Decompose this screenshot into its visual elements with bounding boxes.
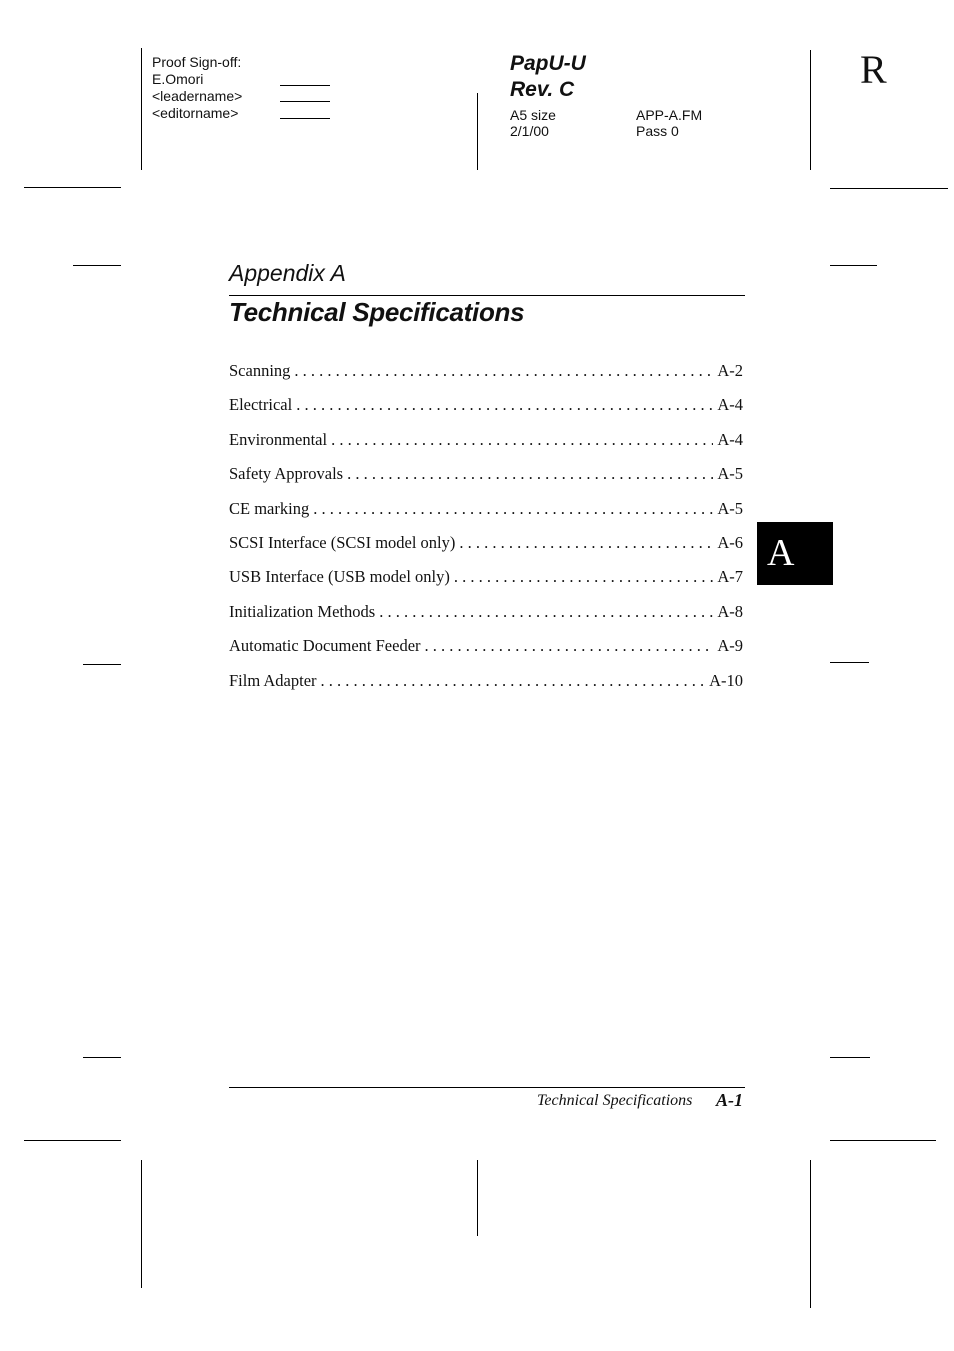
toc-entry[interactable] — [229, 392, 743, 426]
signoff-name: <leadername> — [152, 88, 243, 104]
toc-entry-title: Safety Approvals — [229, 464, 344, 484]
meta-date: 2/1/00 — [510, 123, 549, 139]
crop-mark — [73, 265, 121, 266]
toc-entry-page: A-7 — [717, 567, 743, 587]
toc-entry[interactable] — [229, 427, 743, 461]
product-name: PapU-U — [510, 52, 586, 75]
crop-mark — [830, 265, 877, 266]
signoff-name: E.Omori — [152, 71, 204, 87]
toc-entry-title: CE marking — [229, 498, 310, 518]
toc-entry-page: A-10 — [709, 670, 743, 690]
toc-entry[interactable] — [229, 564, 743, 598]
toc-entry-title: Initialization Methods — [229, 601, 376, 621]
crop-mark — [830, 1140, 936, 1141]
crop-mark — [24, 187, 121, 188]
toc-entry-page: A-4 — [717, 429, 743, 449]
signoff-name: <editorname> — [152, 105, 239, 121]
product-revision — [510, 51, 586, 103]
toc-leader-dots — [347, 461, 713, 487]
meta-size: A5 size — [510, 107, 556, 123]
toc-entry-page: A-2 — [717, 361, 743, 380]
crop-mark — [810, 50, 811, 170]
meta-pass: Pass 0 — [636, 123, 679, 139]
footer-rule — [229, 1087, 745, 1088]
signoff-blank-line — [280, 118, 330, 119]
proof-signoff — [152, 54, 242, 122]
appendix-label: Appendix A — [229, 260, 346, 286]
toc-leader-dots — [321, 668, 706, 694]
signoff-blank-line — [280, 101, 330, 102]
corner-letter: R — [860, 47, 887, 92]
crop-mark — [141, 48, 142, 170]
toc-entry-title: Electrical — [229, 395, 293, 415]
toc-leader-dots — [459, 530, 713, 556]
toc-entry-page: A-5 — [717, 498, 743, 518]
toc-entry-page: A-9 — [717, 636, 743, 656]
toc-entry-title: Environmental — [229, 429, 328, 449]
toc-leader-dots — [379, 599, 713, 625]
toc-entry-title: Automatic Document Feeder — [229, 636, 421, 656]
toc-leader-dots — [331, 427, 713, 453]
crop-mark — [477, 1160, 478, 1236]
toc-leader-dots — [425, 633, 714, 659]
signoff-label: Proof Sign-off: — [152, 54, 242, 70]
footer-page-number: A-1 — [716, 1090, 743, 1110]
toc-entry[interactable] — [229, 668, 743, 702]
toc-leader-dots — [313, 496, 713, 522]
crop-mark — [83, 1057, 121, 1058]
crop-mark — [810, 1160, 811, 1308]
toc-entry[interactable] — [229, 358, 743, 392]
crop-mark — [477, 93, 478, 170]
crop-mark — [24, 1140, 121, 1141]
toc-entry-page: A-8 — [717, 601, 743, 621]
revision-label: Rev. C — [510, 78, 575, 101]
toc-entry-title: SCSI Interface (SCSI model only) — [229, 532, 456, 552]
crop-mark — [83, 664, 121, 665]
toc-entry[interactable] — [229, 633, 743, 667]
meta-file: APP-A.FM — [636, 107, 703, 123]
table-of-contents — [229, 358, 743, 702]
toc-entry-title: USB Interface (USB model only) — [229, 567, 450, 587]
footer-section-title: Technical Specifications — [537, 1092, 693, 1109]
signoff-blank-line — [280, 85, 330, 86]
toc-entry[interactable] — [229, 461, 743, 495]
toc-leader-dots — [294, 358, 713, 384]
toc-leader-dots — [296, 392, 713, 418]
toc-entry[interactable] — [229, 530, 743, 564]
toc-leader-dots — [454, 564, 713, 590]
chapter-title: Technical Specifications — [229, 297, 525, 327]
crop-mark — [830, 662, 869, 663]
crop-mark — [830, 1057, 870, 1058]
toc-entry[interactable] — [229, 496, 743, 530]
toc-entry-page: A-5 — [717, 464, 743, 484]
crop-mark — [830, 188, 948, 189]
section-thumb-tab: A — [757, 522, 833, 585]
toc-entry[interactable] — [229, 599, 743, 633]
toc-entry-title: Film Adapter — [229, 670, 317, 690]
toc-entry-title: Scanning — [229, 361, 291, 380]
crop-mark — [141, 1160, 142, 1288]
toc-entry-page: A-6 — [717, 532, 743, 552]
toc-entry-page: A-4 — [717, 395, 743, 415]
